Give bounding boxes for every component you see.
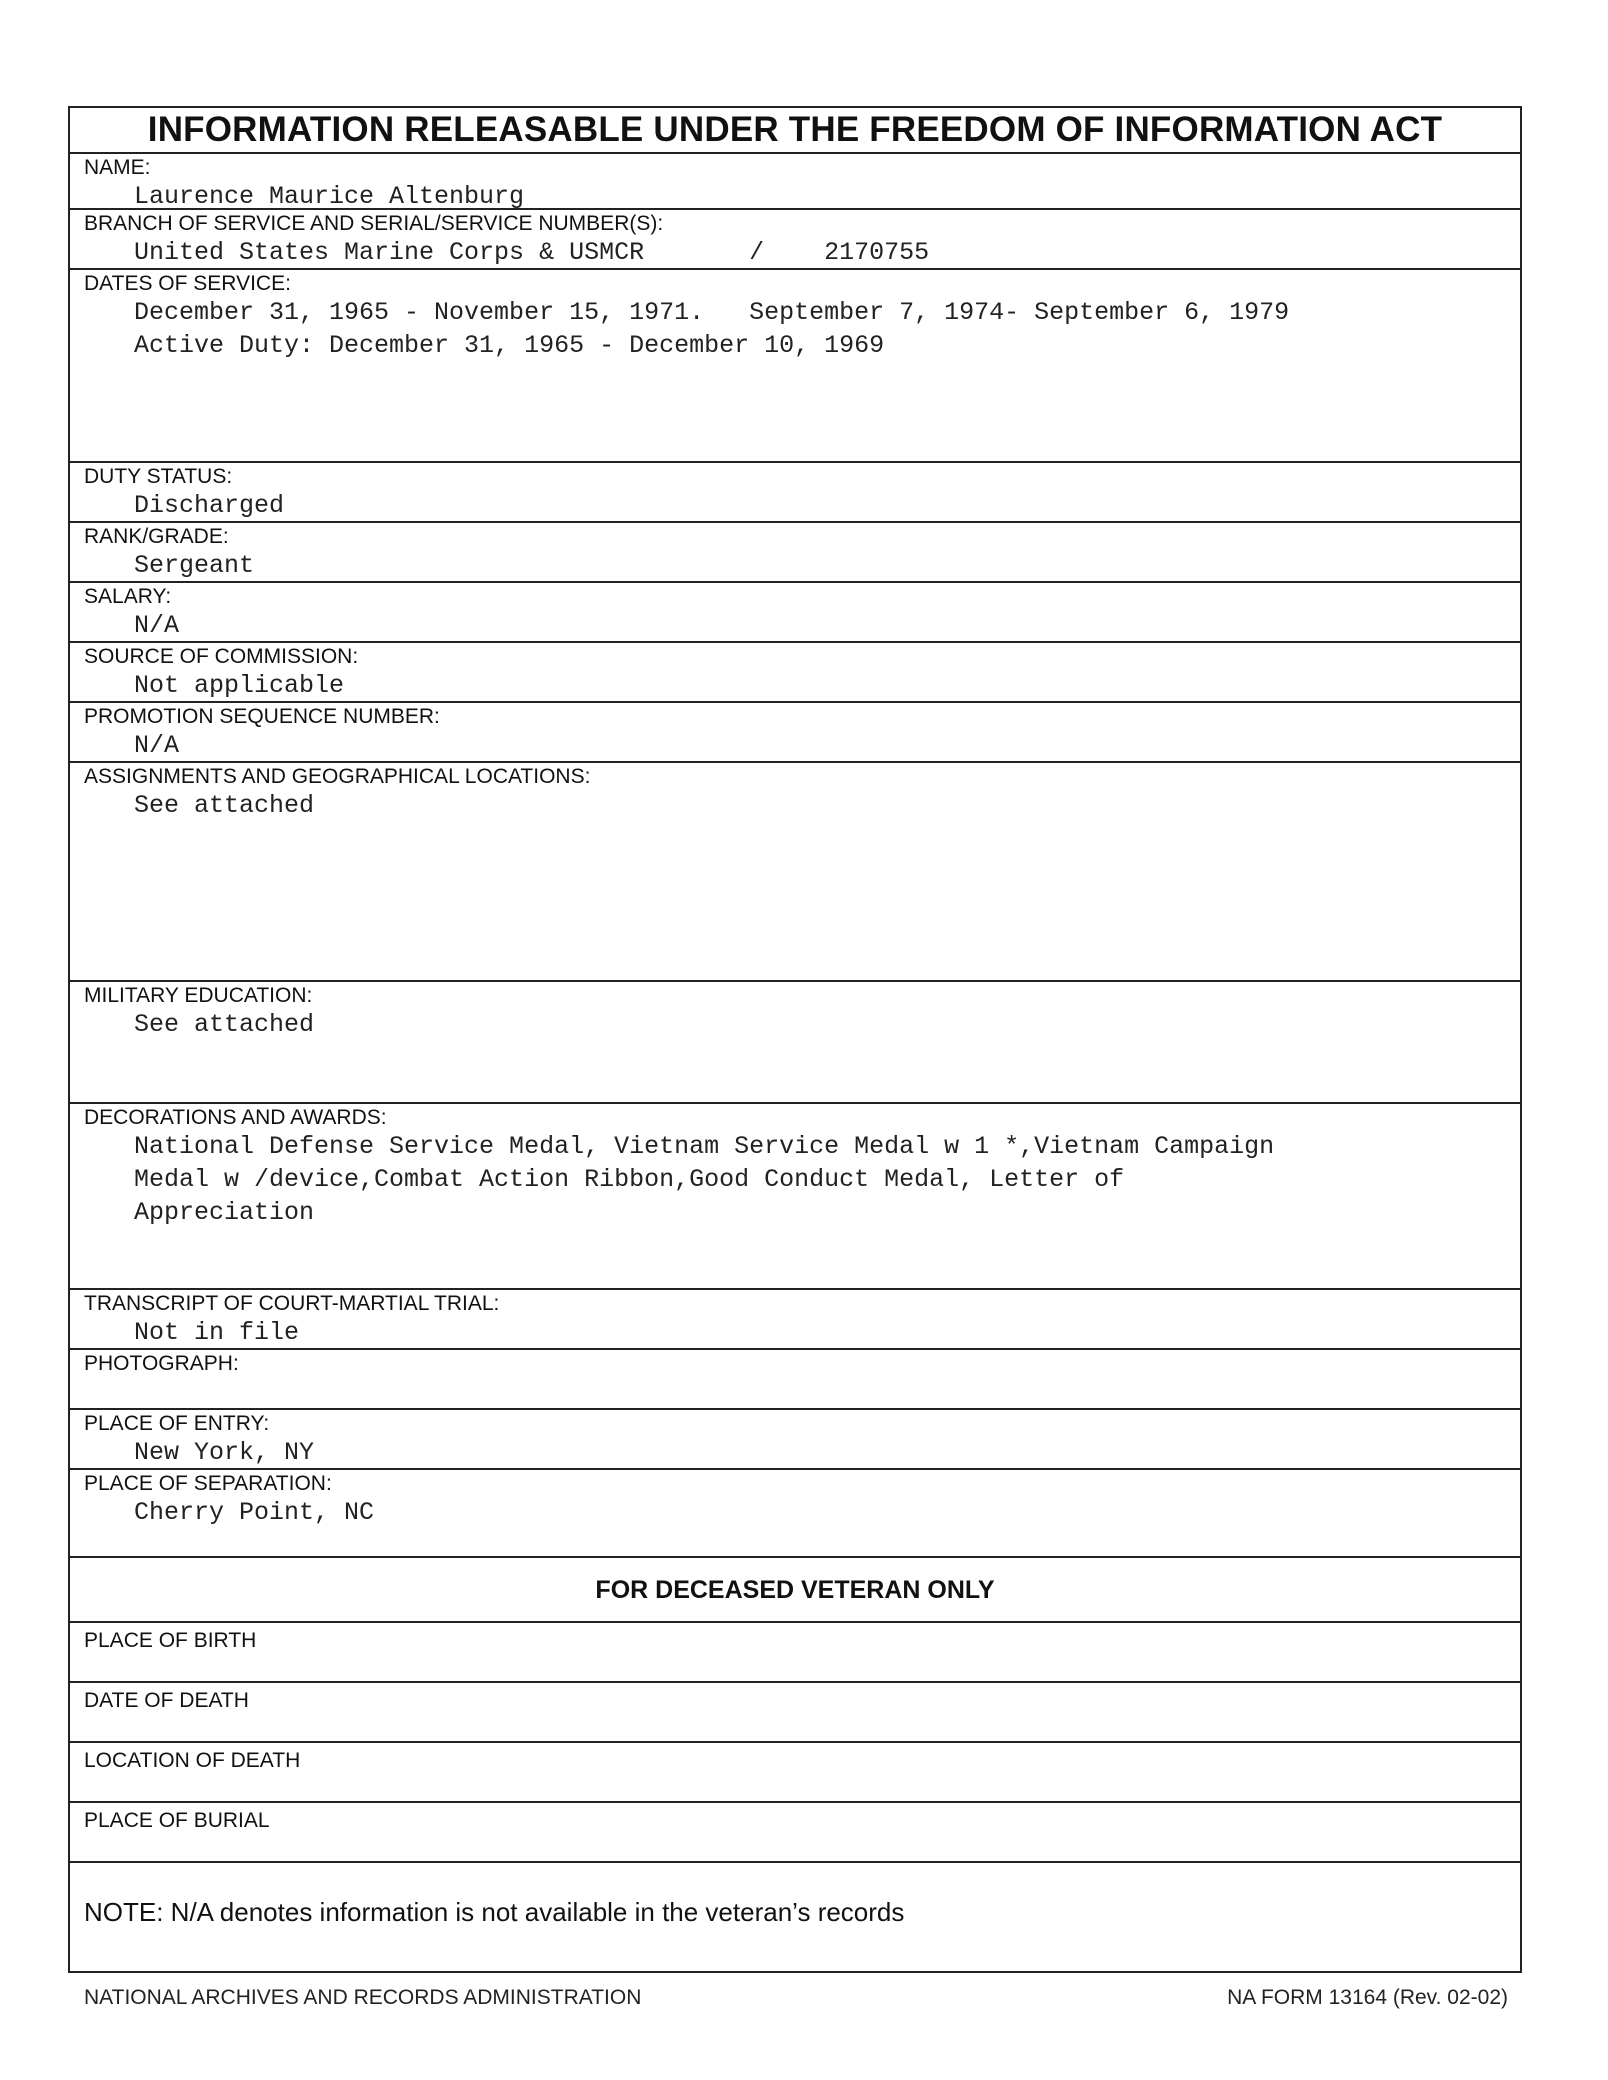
section-deceased-heading bbox=[70, 1556, 1520, 1621]
death-date-label: DATE OF DEATH bbox=[84, 1689, 249, 1712]
section-place-separation bbox=[70, 1468, 1520, 1556]
footer-agency: NATIONAL ARCHIVES AND RECORDS ADMINISTRATION bbox=[84, 1986, 642, 2009]
court-martial-value: Not in file bbox=[134, 1318, 300, 1347]
section-dates bbox=[70, 268, 1520, 461]
section-death-location bbox=[70, 1741, 1520, 1801]
section-assignments bbox=[70, 761, 1520, 980]
commission-value: Not applicable bbox=[134, 671, 345, 700]
section-duty-status bbox=[70, 461, 1520, 521]
section-salary bbox=[70, 581, 1520, 641]
section-promotion bbox=[70, 701, 1520, 761]
duty-status-value: Discharged bbox=[134, 491, 285, 520]
rank-label: RANK/GRADE: bbox=[84, 525, 229, 548]
birth-label: PLACE OF BIRTH bbox=[84, 1629, 257, 1652]
section-decorations bbox=[70, 1102, 1520, 1288]
decorations-label: DECORATIONS AND AWARDS: bbox=[84, 1106, 387, 1129]
note-text: NOTE: N/A denotes information is not available in the veteran’s records bbox=[84, 1897, 905, 1927]
education-value: See attached bbox=[134, 1010, 315, 1039]
name-value: Laurence Maurice Altenburg bbox=[134, 182, 525, 211]
place-separation-value: Cherry Point, NC bbox=[134, 1498, 375, 1527]
photograph-label: PHOTOGRAPH: bbox=[84, 1352, 239, 1375]
salary-label: SALARY: bbox=[84, 585, 172, 608]
dates-label: DATES OF SERVICE: bbox=[84, 272, 291, 295]
section-photograph bbox=[70, 1348, 1520, 1408]
place-entry-label: PLACE OF ENTRY: bbox=[84, 1412, 270, 1435]
branch-label: BRANCH OF SERVICE AND SERIAL/SERVICE NUMBER(S): bbox=[84, 212, 664, 235]
promotion-label: PROMOTION SEQUENCE NUMBER: bbox=[84, 705, 440, 728]
burial-label: PLACE OF BURIAL bbox=[84, 1809, 270, 1832]
death-location-label: LOCATION OF DEATH bbox=[84, 1749, 301, 1772]
assignments-label: ASSIGNMENTS AND GEOGRAPHICAL LOCATIONS: bbox=[84, 765, 591, 788]
section-name bbox=[70, 152, 1520, 211]
education-label: MILITARY EDUCATION: bbox=[84, 984, 313, 1007]
salary-value: N/A bbox=[134, 611, 180, 640]
rank-value: Sergeant bbox=[134, 551, 255, 580]
section-note bbox=[70, 1861, 1520, 1973]
decorations-value: National Defense Service Medal, Vietnam Service Medal w 1 *,Vietnam Campaign Medal w /device,Combat Action Ribbon,Good Conduct Medal, Letter of Appreciation bbox=[134, 1132, 1275, 1227]
section-commission bbox=[70, 641, 1520, 701]
section-court-martial bbox=[70, 1288, 1520, 1348]
foia-form bbox=[68, 106, 1522, 1973]
assignments-value: See attached bbox=[134, 791, 315, 820]
branch-value: United States Marine Corps & USMCR / 2170755 bbox=[134, 238, 930, 267]
section-birth bbox=[70, 1621, 1520, 1681]
commission-label: SOURCE OF COMMISSION: bbox=[84, 645, 359, 668]
dates-value: December 31, 1965 - November 15, 1971. September 7, 1974- September 6, 1979 Active Duty: December 31, 1965 - December 10, 1969 bbox=[134, 298, 1290, 360]
duty-status-label: DUTY STATUS: bbox=[84, 465, 233, 488]
promotion-value: N/A bbox=[134, 731, 180, 760]
place-separation-label: PLACE OF SEPARATION: bbox=[84, 1472, 332, 1495]
footer-form-number: NA FORM 13164 (Rev. 02-02) bbox=[1227, 1986, 1508, 2009]
section-branch bbox=[70, 208, 1520, 268]
section-education bbox=[70, 980, 1520, 1102]
section-death-date bbox=[70, 1681, 1520, 1741]
form-title: INFORMATION RELEASABLE UNDER THE FREEDOM OF INFORMATION ACT bbox=[147, 110, 1443, 149]
place-entry-value: New York, NY bbox=[134, 1438, 315, 1467]
section-burial bbox=[70, 1801, 1520, 1861]
section-place-entry bbox=[70, 1408, 1520, 1468]
court-martial-label: TRANSCRIPT OF COURT-MARTIAL TRIAL: bbox=[84, 1292, 500, 1315]
section-rank bbox=[70, 521, 1520, 581]
deceased-heading: FOR DECEASED VETERAN ONLY bbox=[595, 1576, 995, 1604]
name-label: NAME: bbox=[84, 156, 151, 179]
